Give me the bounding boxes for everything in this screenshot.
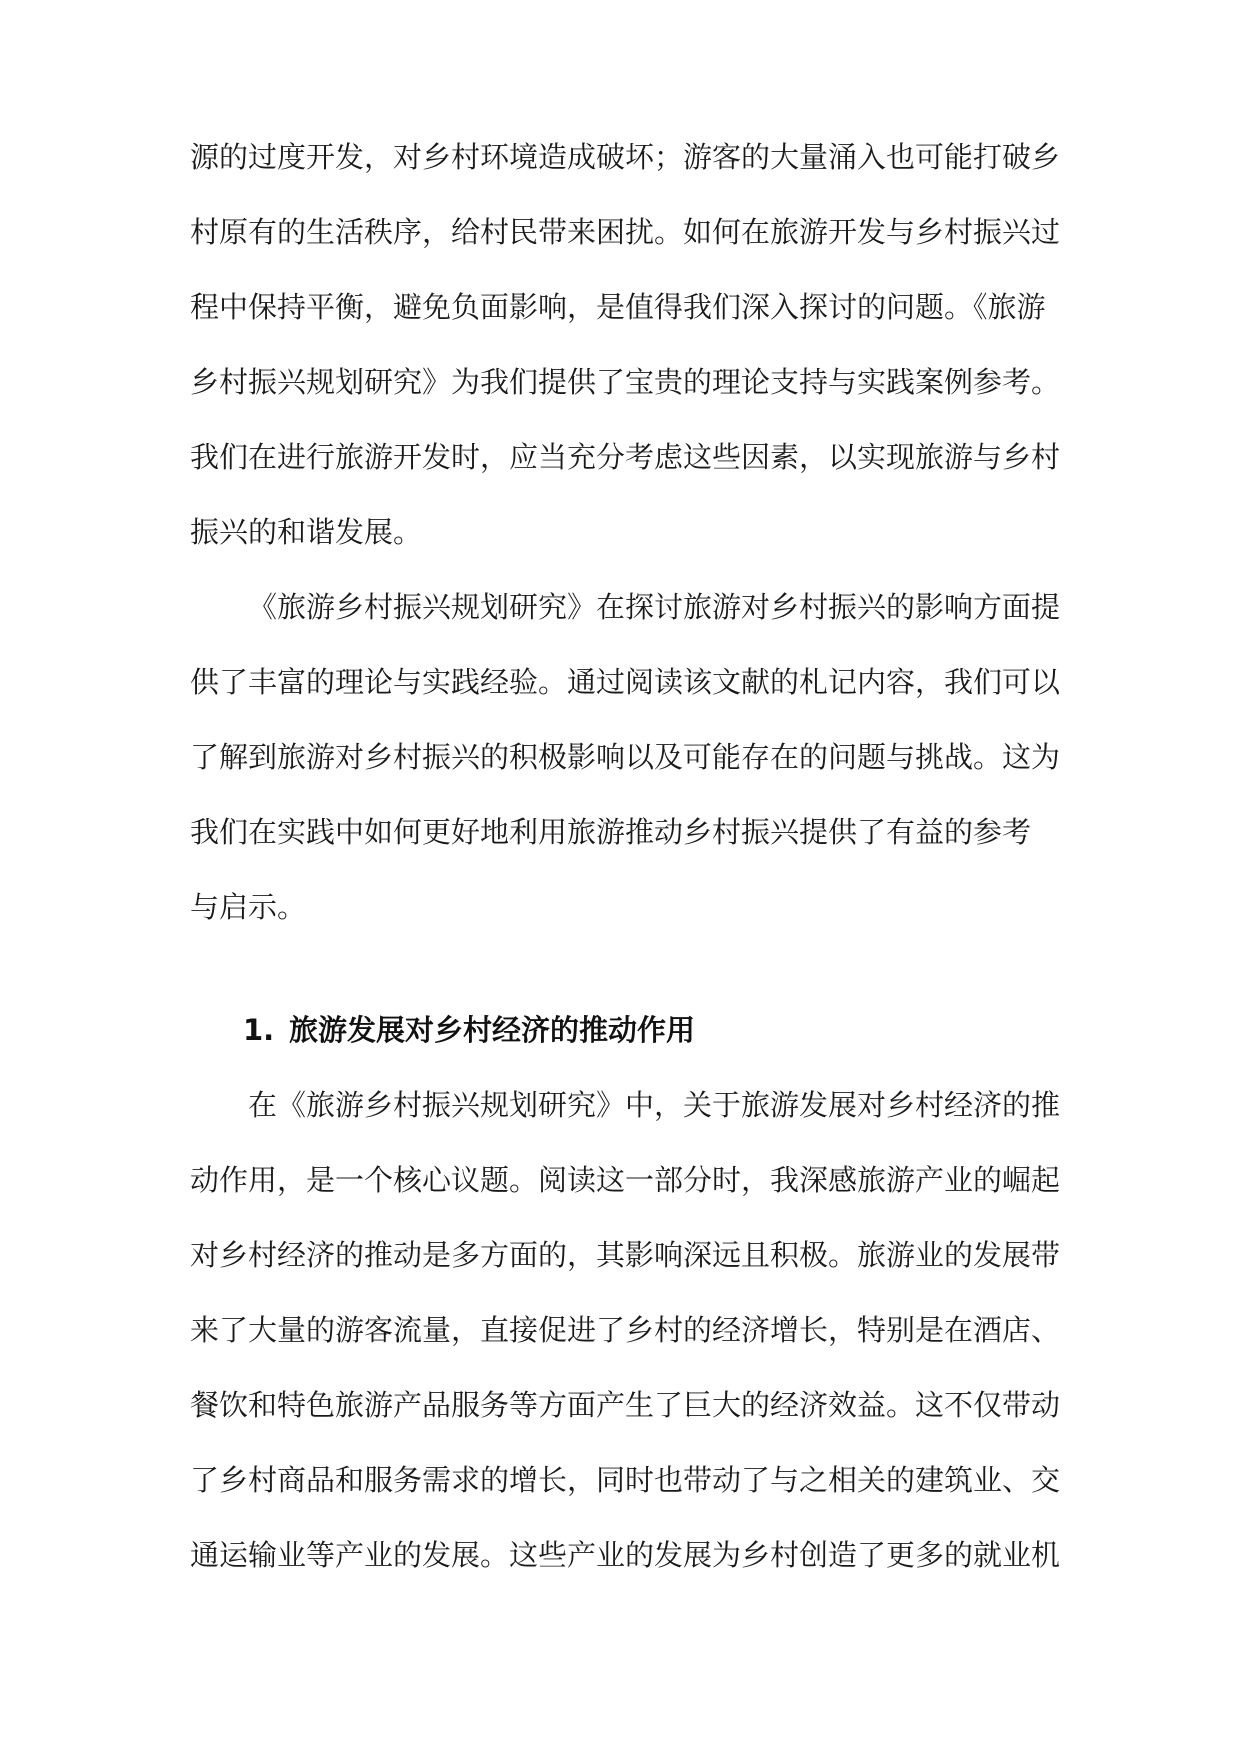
paragraph-line: 动作用，是一个核心议题。阅读这一部分时，我深感旅游产业的崛起 <box>190 1163 1061 1197</box>
paragraph-line: 供了丰富的理论与实践经验。通过阅读该文献的札记内容，我们可以 <box>190 665 1061 699</box>
paragraph-line: 村原有的生活秩序，给村民带来困扰。如何在旅游开发与乡村振兴过 <box>190 215 1061 249</box>
paragraph-line: 餐饮和特色旅游产品服务等方面产生了巨大的经济效益。这不仅带动 <box>190 1388 1061 1422</box>
paragraph-line: 《旅游乡村振兴规划研究》在探讨旅游对乡村振兴的影响方面提 <box>248 590 1061 624</box>
section-number: 1. <box>243 1013 275 1047</box>
paragraph-line: 与启示。 <box>190 890 307 924</box>
paragraph-line: 来了大量的游客流量，直接促进了乡村的经济增长，特别是在酒店、 <box>190 1313 1061 1347</box>
paragraph-line: 通运输业等产业的发展。这些产业的发展为乡村创造了更多的就业机 <box>190 1538 1061 1572</box>
section-heading <box>243 1008 695 1052</box>
paragraph-line: 在《旅游乡村振兴规划研究》中，关于旅游发展对乡村经济的推 <box>248 1088 1061 1122</box>
paragraph-line: 振兴的和谐发展。 <box>190 515 423 549</box>
paragraph-line: 了乡村商品和服务需求的增长，同时也带动了与之相关的建筑业、交 <box>190 1463 1061 1497</box>
paragraph-line: 我们在实践中如何更好地利用旅游推动乡村振兴提供了有益的参考 <box>190 815 1032 849</box>
section-title: 旅游发展对乡村经济的推动作用 <box>289 1013 696 1047</box>
paragraph-line: 程中保持平衡，避免负面影响，是值得我们深入探讨的问题。《旅游 <box>190 290 1046 324</box>
paragraph-line: 乡村振兴规划研究》为我们提供了宝贵的理论支持与实践案例参考。 <box>190 365 1061 399</box>
paragraph-line: 对乡村经济的推动是多方面的，其影响深远且积极。旅游业的发展带 <box>190 1238 1061 1272</box>
paragraph-line: 了解到旅游对乡村振兴的积极影响以及可能存在的问题与挑战。这为 <box>190 740 1061 774</box>
paragraph-line: 源的过度开发，对乡村环境造成破坏；游客的大量涌入也可能打破乡 <box>190 140 1061 174</box>
paragraph-line: 我们在进行旅游开发时，应当充分考虑这些因素，以实现旅游与乡村 <box>190 440 1061 474</box>
